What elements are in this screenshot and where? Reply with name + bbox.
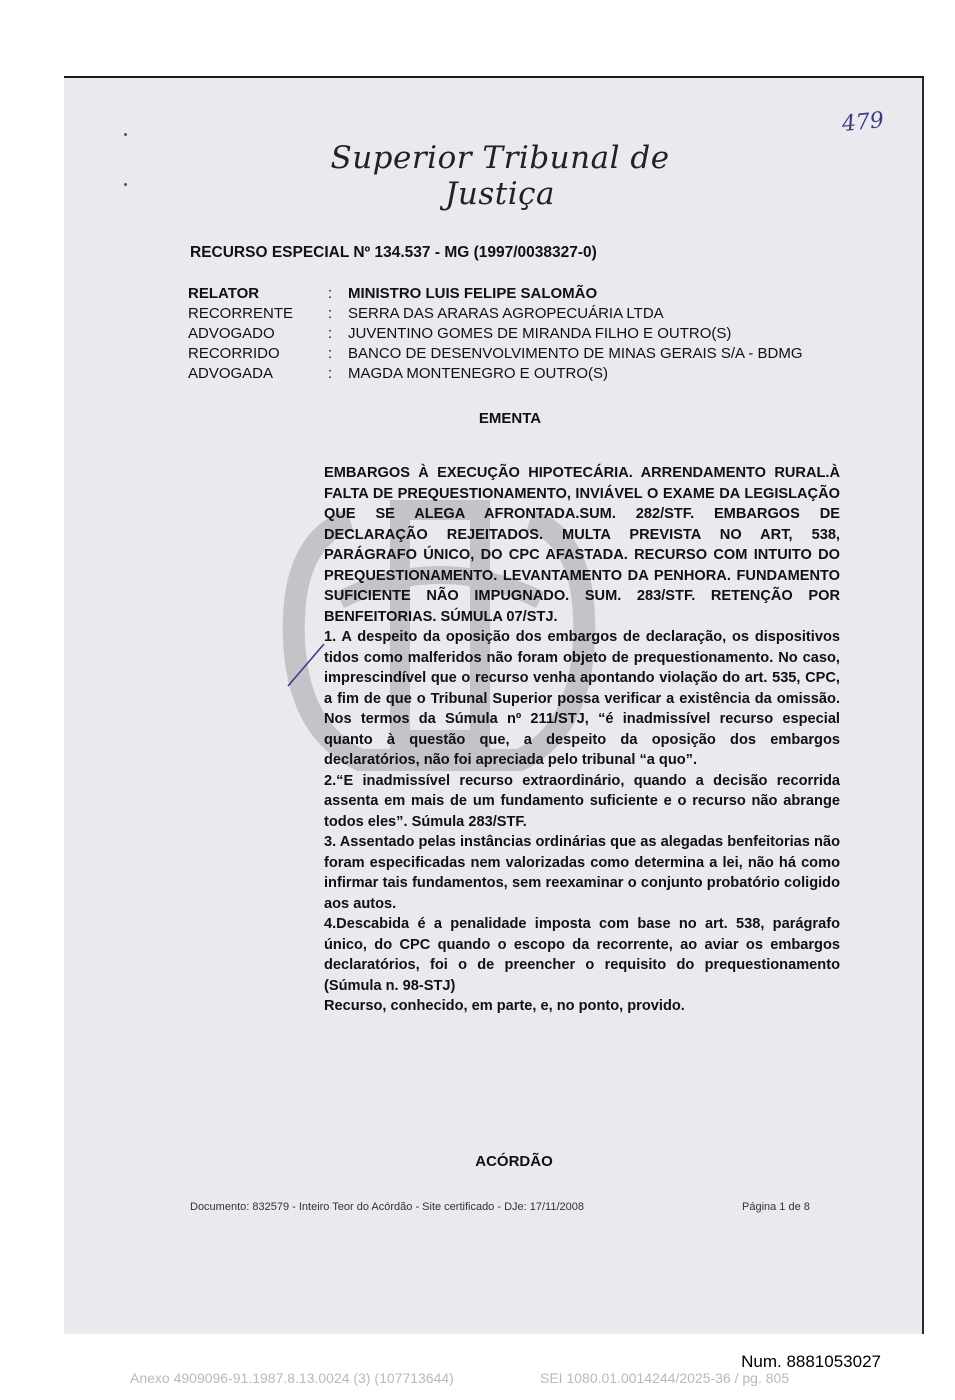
ementa-item-3: 3. Assentado pelas instâncias ordinárias que as alegadas benfeitorias não foram especificadas nem valorizadas como determina a lei, não há como infirmar tais fundamentos, sem reexaminar o conjunto probatório coligido aos autos. <box>324 834 840 912</box>
scan-speck <box>124 133 127 136</box>
ementa-item-2: 2.“E inadmissível recurso extraordinário, quando a decisão recorrida assenta em mais de um fundamento suficiente e o recurso não abrange todos eles”. Súmula 283/STF. <box>324 772 840 830</box>
party-value: MINISTRO LUIS FELIPE SALOMÃO <box>348 285 598 302</box>
party-row-recorrido <box>188 344 803 364</box>
party-role: ADVOGADA <box>188 365 274 382</box>
party-role: RECORRIDO <box>188 345 280 362</box>
ementa-conclusion: Recurso, conhecido, em parte, e, no ponto, provido. <box>324 998 685 1014</box>
acordao-heading: ACÓRDÃO <box>475 1153 553 1170</box>
court-name-header: Superior Tribunal de Justiça <box>330 140 670 212</box>
party-row-recorrente <box>188 304 803 324</box>
footer-document-info: Documento: 832579 - Inteiro Teor do Acórdão - Site certificado - DJe: 17/11/2008 <box>190 1201 584 1213</box>
party-separator: : <box>328 305 333 322</box>
stamp-num: Num. 8881053027 <box>741 1352 881 1371</box>
party-role: ADVOGADO <box>188 325 275 342</box>
party-separator: : <box>328 365 333 382</box>
footer-page-info: Página 1 de 8 <box>742 1201 810 1213</box>
party-value: MAGDA MONTENEGRO E OUTRO(S) <box>348 365 609 382</box>
party-row-advogada <box>188 364 803 384</box>
handwritten-page-number: 479 <box>840 107 886 138</box>
party-row-relator <box>188 284 803 304</box>
party-separator: : <box>328 285 333 302</box>
party-separator: : <box>328 325 333 342</box>
ementa-item-1: 1. A despeito da oposição dos embargos de declaração, os dispositivos tidos como malferidos não foram objeto de prequestionamento. No caso, imprescindível que o recurso venha apontando violação do art. 535, CPC, a fim de que o Tribunal Superior possa verificar a existência da omissão. Nos termos da Súmula nº 211/STJ, “é inadmissível recurso especial quanto à questão que, a despeito da oposição dos embargos declaratórios, não foi apreciada pelo tribunal “a quo”. <box>324 629 840 768</box>
party-value: SERRA DAS ARARAS AGROPECUÁRIA LTDA <box>348 305 664 322</box>
party-role: RECORRENTE <box>188 305 294 322</box>
party-separator: : <box>328 345 333 362</box>
ementa-item-4: 4.Descabida é a penalidade imposta com base no art. 538, parágrafo único, do CPC quando o escopo da recorrente, ao aviar os embargos declaratórios, foi o de preencher o requisito do prequestionamento (Súmula n. 98-STJ) <box>324 916 840 994</box>
parties-block <box>188 284 803 384</box>
party-row-advogado <box>188 324 803 344</box>
stamp-annex: Anexo 4909096-91.1987.8.13.0024 (3) (107713644) <box>130 1370 454 1386</box>
party-value: JUVENTINO GOMES DE MIRANDA FILHO E OUTRO(S) <box>348 325 732 342</box>
party-value: BANCO DE DESENVOLVIMENTO DE MINAS GERAIS S/A - BDMG <box>348 345 803 362</box>
party-role: RELATOR <box>188 285 260 302</box>
process-title: RECURSO ESPECIAL Nº 134.537 - MG (1997/0038327-0) <box>190 244 597 261</box>
ementa-body <box>324 463 840 1017</box>
scan-speck <box>124 183 127 186</box>
stamp-sei: SEI 1080.01.0014244/2025-36 / pg. 805 <box>540 1370 790 1386</box>
ementa-heading: EMENTA <box>478 410 542 427</box>
ementa-summary: EMBARGOS À EXECUÇÃO HIPOTECÁRIA. ARRENDAMENTO RURAL.À FALTA DE PREQUESTIONAMENTO, INVIÁVEL O EXAME DA LEGISLAÇÃO QUE SE ALEGA AFRONTADA.SUM. 282/STF. EMBARGOS DE DECLARAÇÃO REJEITADOS. MULTA PREVISTA NO ART, 538, PARÁGRAFO ÚNICO, DO CPC AFASTADA. RECURSO COM INTUITO DO PREQUESTIONAMENTO. LEVANTAMENTO DA PENHORA. FUNDAMENTO SUFICIENTE NÃO IMPUGNADO. SUM. 283/STF. RETENÇÃO POR BENFEITORIAS. SÚMULA 07/STJ. <box>324 465 840 625</box>
